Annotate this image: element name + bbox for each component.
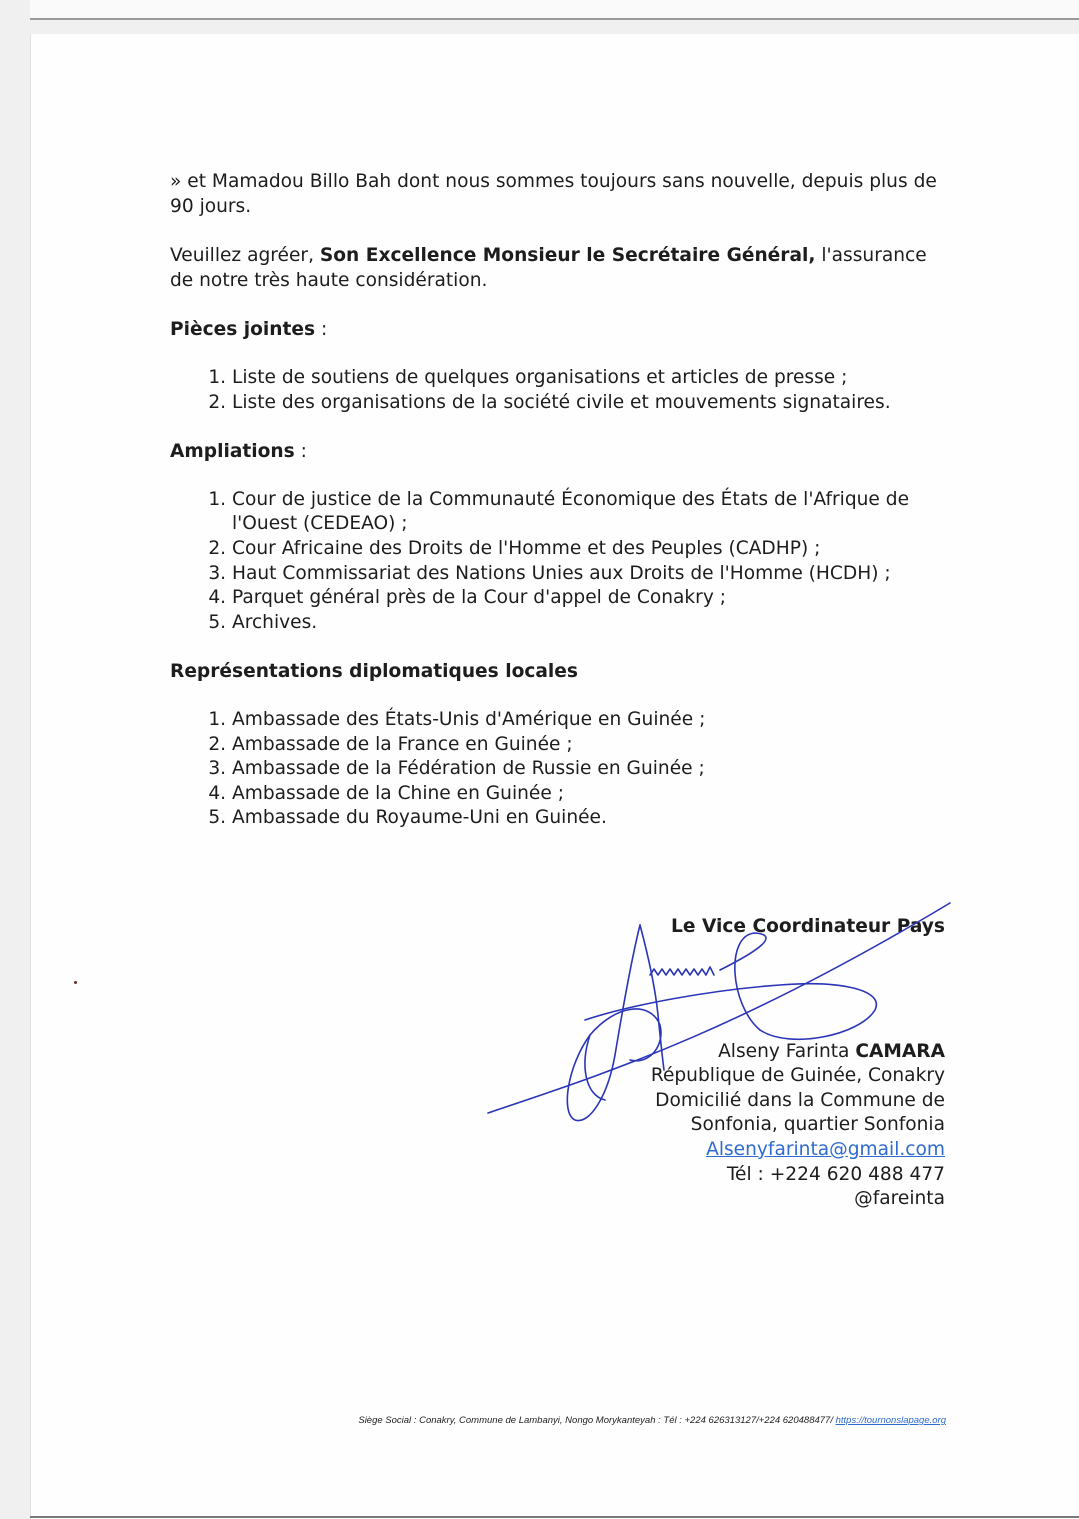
handwritten-signature [480, 895, 960, 1135]
list-item: 2. Cour Africaine des Droits de l'Homme et des Peuples (CADHP) ; [232, 537, 946, 562]
copies-list [170, 488, 946, 636]
website-link[interactable]: https://tournonslapage.org [835, 1415, 946, 1426]
list-item: 2. Ambassade de la France en Guinée ; [232, 733, 946, 758]
attachments-heading: Pièces jointes : [170, 319, 328, 341]
social-handle: @fareinta [854, 1188, 945, 1210]
email-link[interactable]: Alsenyfarinta@gmail.com [706, 1138, 945, 1160]
list-item: 2. Liste des organisations de la société civile et mouvements signataires. [232, 391, 946, 416]
previous-page-edge [30, 0, 1079, 20]
letter-body [170, 170, 946, 831]
address-line: Domicilié dans la Commune de [655, 1089, 945, 1111]
list-item: 5. Ambassade du Royaume-Uni en Guinée. [232, 806, 946, 831]
diplomatic-list [170, 708, 946, 831]
address-line: République de Guinée, Conakry [650, 1065, 945, 1087]
list-item: 5. Archives. [232, 611, 946, 636]
list-item: 4. Ambassade de la Chine en Guinée ; [232, 782, 946, 807]
copies-heading: Ampliations : [170, 441, 307, 463]
page-bottom-edge [30, 1516, 1079, 1518]
attachments-list [170, 366, 946, 415]
list-item: 3. Ambassade de la Fédération de Russie en Guinée ; [232, 757, 946, 782]
signatory-title: Le Vice Coordinateur Pays [671, 916, 945, 937]
closing-paragraph: Veuillez agréer, Son Excellence Monsieur le Secrétaire Général, l'assurance de notre très haute considération. [170, 245, 927, 291]
address-line: Sonfonia, quartier Sonfonia [690, 1114, 945, 1136]
phone: Tél : +224 620 488 477 [726, 1163, 945, 1185]
list-item: 1. Ambassade des États-Unis d'Amérique en Guinée ; [232, 708, 946, 733]
footer: Siège Social : Conakry, Commune de Lambanyi, Nongo Morykanteyah : Tél : +224 626313127/+224 620488477/ https://tournonslapage.org [358, 1415, 946, 1426]
list-item: 4. Parquet général près de la Cour d'appel de Conakry ; [232, 586, 946, 611]
list-item: 1. Liste de soutiens de quelques organisations et articles de presse ; [232, 366, 946, 391]
addressee: Son Excellence Monsieur le Secrétaire Général, [319, 245, 816, 267]
signature-strokes [488, 903, 950, 1121]
signatory-name: Alseny Farinta CAMARA [718, 1040, 945, 1062]
diplomatic-heading: Représentations diplomatiques locales [170, 661, 578, 683]
intro-paragraph: » et Mamadou Billo Bah dont nous sommes toujours sans nouvelle, depuis plus de 90 jours. [170, 171, 937, 217]
list-item: 1. Cour de justice de la Communauté Économique des États de l'Afrique de l'Ouest (CEDEAO) ; [232, 488, 946, 537]
scan-speck [74, 981, 77, 984]
list-item: 3. Haut Commissariat des Nations Unies aux Droits de l'Homme (HCDH) ; [232, 562, 946, 587]
